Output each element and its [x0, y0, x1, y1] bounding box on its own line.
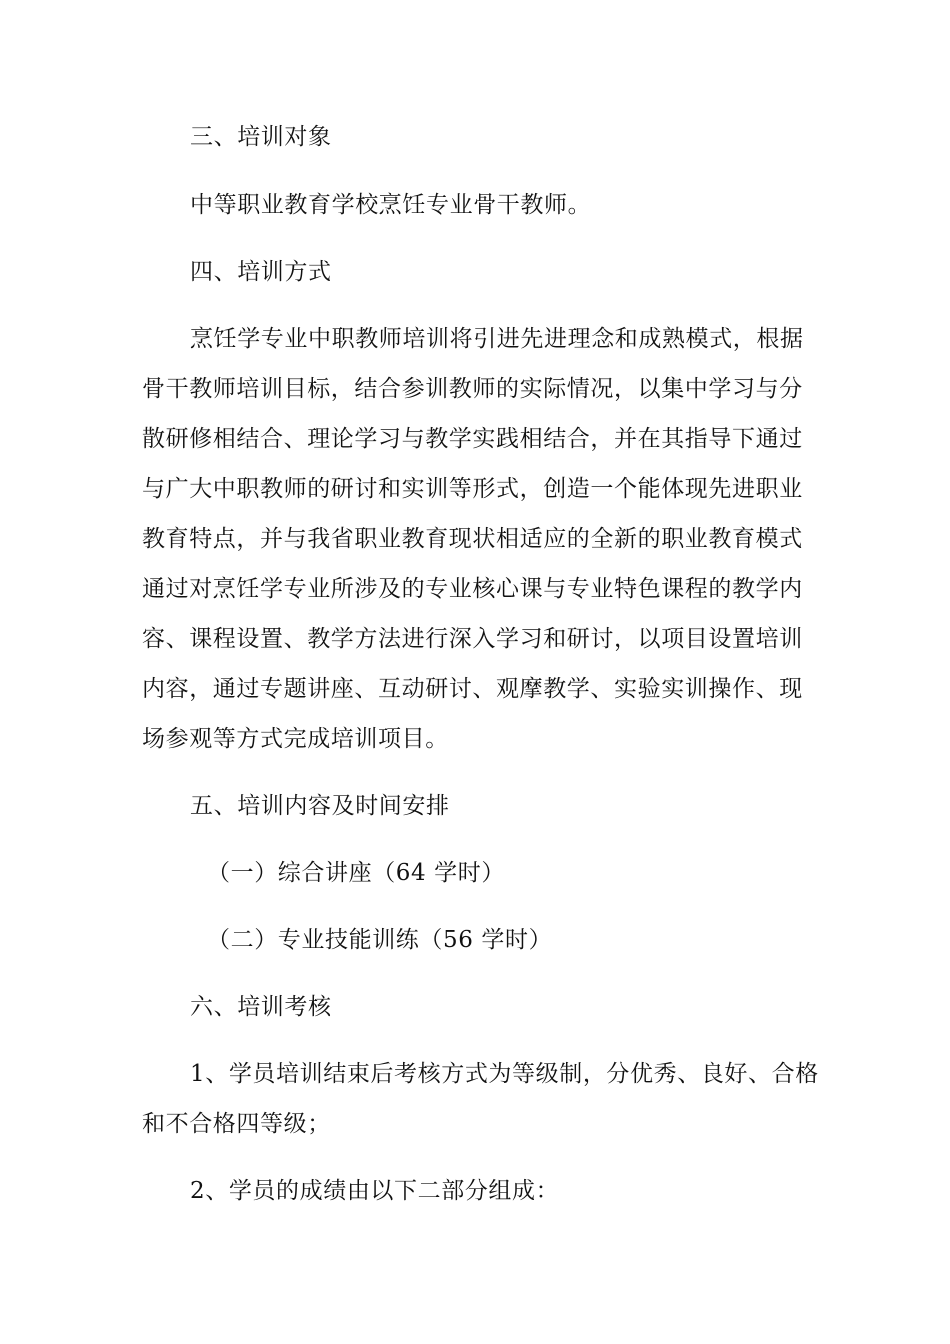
section-heading-training-method: 四、培训方式	[190, 259, 332, 285]
paragraph-line: 容、课程设置、教学方法进行深入学习和研讨，以项目设置培训	[142, 626, 803, 652]
paragraph-line: 和不合格四等级；	[142, 1111, 331, 1137]
paragraph-line: 1、学员培训结束后考核方式为等级制，分优秀、良好、合格	[190, 1061, 819, 1087]
paragraph-line: 散研修相结合、理论学习与教学实践相结合，并在其指导下通过	[142, 426, 803, 452]
paragraph-line: 骨干教师培训目标，结合参训教师的实际情况，以集中学习与分	[142, 376, 803, 402]
paragraph-line: 与广大中职教师的研讨和实训等形式，创造一个能体现先进职业	[142, 476, 803, 502]
paragraph-line: 烹饪学专业中职教师培训将引进先进理念和成熟模式，根据	[190, 326, 804, 352]
section-heading-assessment: 六、培训考核	[190, 994, 332, 1020]
list-item-lectures: （一）综合讲座（64 学时）	[207, 860, 505, 886]
paragraph-line: 场参观等方式完成培训项目。	[142, 726, 449, 752]
training-target-text: 中等职业教育学校烹饪专业骨干教师。	[190, 192, 592, 218]
section-heading-training-target: 三、培训对象	[190, 124, 332, 150]
list-item-skills-training: （二）专业技能训练（56 学时）	[207, 927, 553, 953]
paragraph-line: 内容，通过专题讲座、互动研讨、观摩教学、实验实训操作、现	[142, 676, 803, 702]
paragraph-line: 通过对烹饪学专业所涉及的专业核心课与专业特色课程的教学内	[142, 576, 803, 602]
paragraph-line: 教育特点，并与我省职业教育现状相适应的全新的职业教育模式	[142, 526, 803, 552]
section-heading-content-schedule: 五、培训内容及时间安排	[190, 793, 450, 819]
assessment-item-2: 2、学员的成绩由以下二部分组成：	[190, 1178, 560, 1204]
